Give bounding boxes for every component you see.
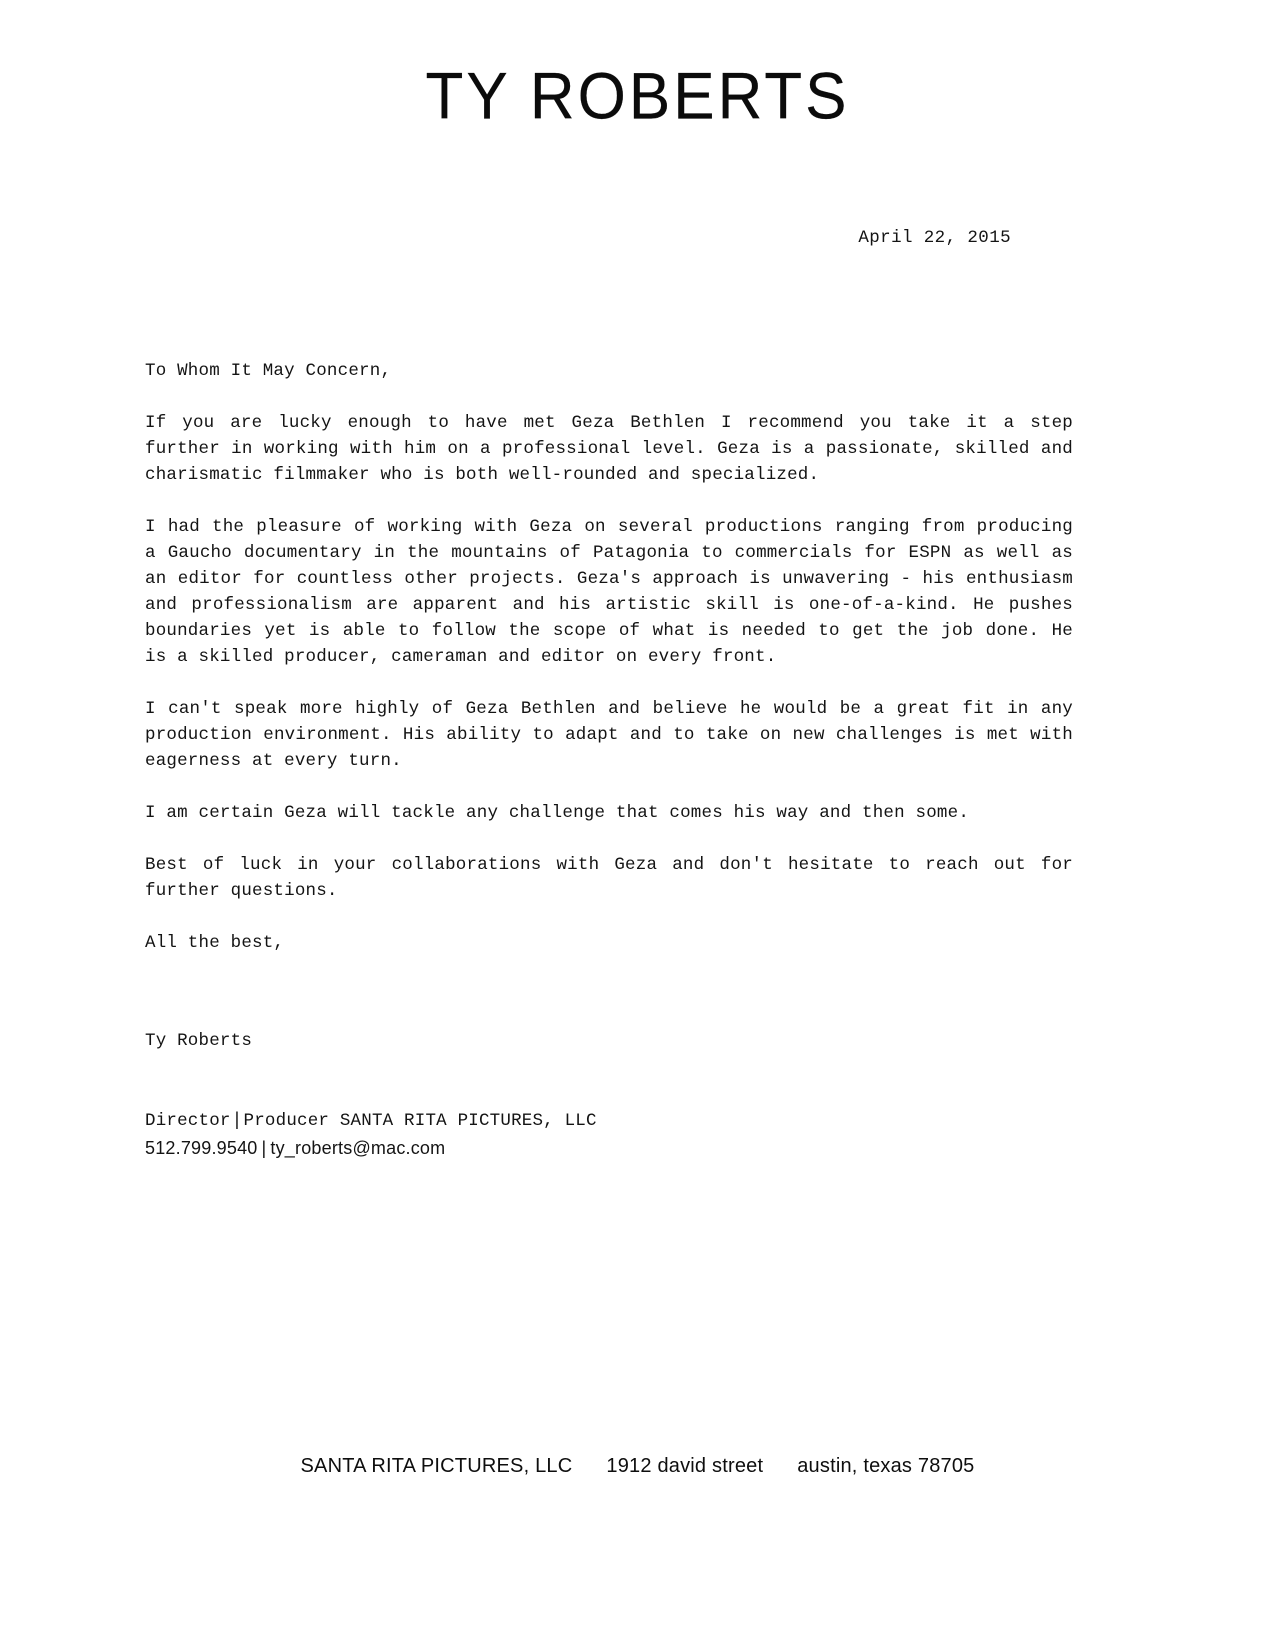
letter-paragraph: I am certain Geza will tackle any challenge that comes his way and then some. [145,803,970,823]
letter-body [145,358,1073,956]
page-footer [0,1452,1275,1480]
footer-city-state-zip: austin, texas 78705 [797,1455,975,1477]
contact-company: SANTA RITA PICTURES, LLC [339,1111,597,1131]
footer-street: 1912 david street [606,1455,764,1477]
letter-paragraph: Best of luck in your collaborations with Geza and don't hesitate to reach out for further questions. [145,855,1073,901]
letter-paragraph: I can't speak more highly of Geza Bethlen and believe he would be a great fit in any production environment. His ability to adapt and to take on new challenges is met with eagerness at every turn. [145,699,1073,771]
footer-company: SANTA RITA PICTURES, LLC [300,1455,573,1477]
contact-phone-email-line [145,1135,1075,1162]
role-separator-icon: | [234,1109,240,1129]
contact-role-producer: Producer [243,1111,330,1131]
contact-email[interactable]: ty_roberts@mac.com [270,1138,446,1158]
contact-role-director: Director [145,1111,231,1131]
letterhead-name: TY ROBERTS [425,60,850,134]
letter-paragraph: I had the pleasure of working with Geza on several productions ranging from producing a Gaucho documentary in the mountains of Patagonia to commercials for ESPN as well as an editor for countless other projects. Geza's approach is unwavering - his enthusiasm and professionalism are apparent and his artistic skill is one-of-a-kind. He pushes boundaries yet is able to follow the scope of what is needed to get the job done. He is a skilled producer, cameraman and editor on every front. [145,517,1073,667]
contact-phone[interactable]: 512.799.9540 [145,1138,258,1158]
letter-paragraph: If you are lucky enough to have met Geza Bethlen I recommend you take it a step further in working with him on a professional level. Geza is a passionate, skilled and charismatic filmmaker who is both well-rounded and specialized. [145,413,1073,485]
signature-name: Ty Roberts [145,1031,253,1051]
letterhead [0,60,1275,134]
contact-separator-icon: | [261,1138,267,1158]
contact-block [145,1106,1075,1162]
contact-role-line [145,1106,1075,1135]
letter-closing: All the best, [145,933,285,953]
letter-date: April 22, 2015 [858,228,1011,248]
letter-salutation: To Whom It May Concern, [145,361,392,381]
